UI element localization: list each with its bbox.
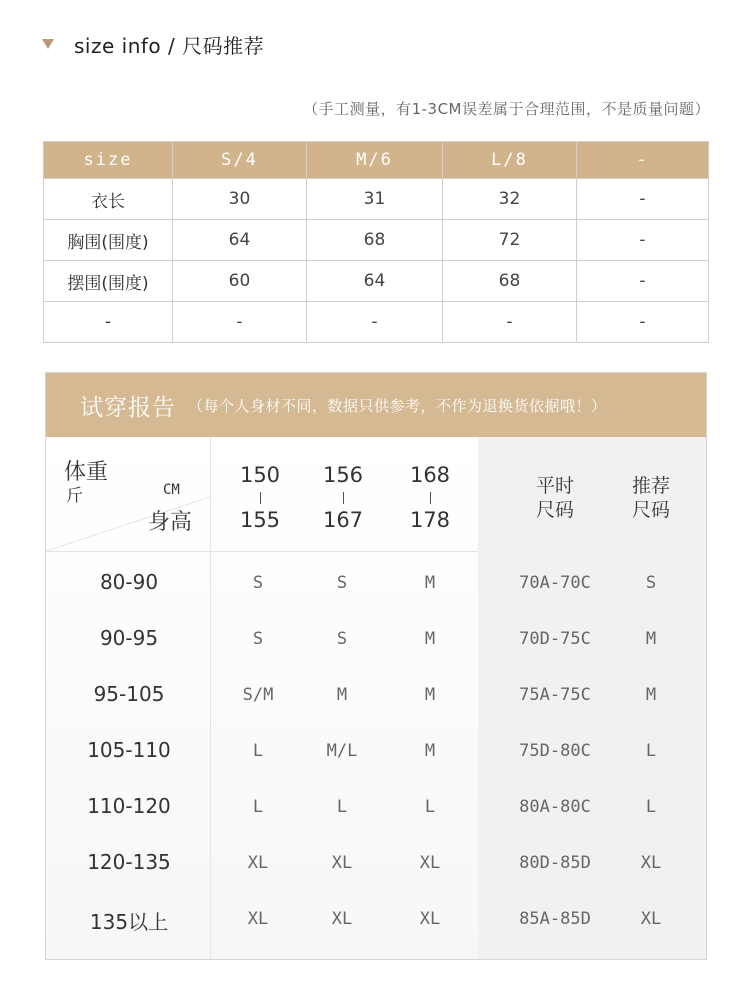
table-row <box>44 261 709 302</box>
section-title: size info / 尺码推荐 <box>74 33 265 58</box>
weight-range-label: 120-135 <box>87 850 171 874</box>
table-cell: 60 <box>173 261 307 302</box>
size-cell: S <box>336 573 348 593</box>
usual-size-cell: 80A-80C <box>519 797 591 817</box>
table-cell: - <box>577 220 709 261</box>
row-label: - <box>44 302 173 343</box>
column-header: L/8 <box>443 142 577 179</box>
row-label: 摆围(围度) <box>44 261 173 302</box>
size-cell: L <box>252 797 264 817</box>
section-header <box>42 30 264 58</box>
recommended-size-cell: S <box>645 573 657 593</box>
height-range-from: 168 <box>409 463 451 487</box>
height-range-header <box>313 465 373 531</box>
usual-size-cell: 75A-75C <box>519 685 591 705</box>
row-label: 胸围(围度) <box>44 220 173 261</box>
weight-unit-label: 斤 <box>66 486 83 506</box>
recommended-size-cell: M <box>645 629 657 649</box>
row-label: 衣长 <box>44 179 173 220</box>
size-cell: L <box>252 741 264 761</box>
size-cell: XL <box>331 909 353 929</box>
range-tick <box>260 492 261 504</box>
header-line: 平时 <box>535 475 574 497</box>
recommended-size-cell: XL <box>640 853 662 873</box>
recommended-size-header <box>621 474 681 522</box>
size-cell: S <box>252 629 264 649</box>
report-body <box>46 437 706 959</box>
recommended-size-cell: L <box>645 741 657 761</box>
recommended-size-cell: M <box>645 685 657 705</box>
recommended-size-cell: XL <box>640 909 662 929</box>
table-cell: 68 <box>443 261 577 302</box>
weight-range-label: 80-90 <box>99 570 159 594</box>
range-tick <box>343 492 344 504</box>
height-range-to: 167 <box>322 508 364 532</box>
usual-size-header <box>525 474 585 522</box>
triangle-down-icon <box>42 39 54 49</box>
table-row <box>44 179 709 220</box>
weight-range-label: 105-110 <box>87 738 171 762</box>
height-unit-label: CM <box>163 482 180 498</box>
table-cell: - <box>307 302 443 343</box>
size-cell: L <box>336 797 348 817</box>
table-cell: 32 <box>443 179 577 220</box>
size-cell: XL <box>331 853 353 873</box>
table-cell: - <box>577 302 709 343</box>
header-line: 推荐 <box>631 475 670 497</box>
table-cell: - <box>577 261 709 302</box>
usual-size-cell: 70A-70C <box>519 573 591 593</box>
weight-range-label: 110-120 <box>87 794 171 818</box>
height-range-from: 156 <box>322 463 364 487</box>
column-header: S/4 <box>173 142 307 179</box>
fitting-report <box>45 372 707 960</box>
report-disclaimer: （每个人身材不同，数据只供参考，不作为退换货依据哦！） <box>188 396 607 415</box>
table-cell: - <box>173 302 307 343</box>
recommended-size-cell: L <box>645 797 657 817</box>
size-cell: M <box>424 629 436 649</box>
weight-range-label: 135以上 <box>89 910 169 934</box>
size-cell: M/L <box>326 741 358 761</box>
report-header <box>46 373 706 437</box>
height-range-header <box>400 465 460 531</box>
size-cell: S <box>336 629 348 649</box>
size-cell: XL <box>247 909 269 929</box>
range-tick <box>430 492 431 504</box>
size-cell: S <box>252 573 264 593</box>
measurement-note: （手工测量，有1-3CM误差属于合理范围，不是质量问题） <box>303 100 710 118</box>
weight-range-label: 95-105 <box>93 682 165 706</box>
height-label: 身高 <box>148 510 193 535</box>
height-range-to: 178 <box>409 508 451 532</box>
usual-size-cell: 80D-85D <box>519 853 591 873</box>
column-header: size <box>44 142 173 179</box>
weight-label: 体重 <box>64 460 109 485</box>
table-cell: - <box>577 179 709 220</box>
column-header: M/6 <box>307 142 443 179</box>
header-line: 尺码 <box>631 499 670 521</box>
size-cell: S/M <box>242 685 274 705</box>
divider <box>210 437 211 959</box>
height-range-from: 150 <box>239 463 281 487</box>
size-cell: XL <box>247 853 269 873</box>
size-measurement-table <box>43 141 709 343</box>
weight-range-label: 90-95 <box>99 626 159 650</box>
usual-size-cell: 75D-80C <box>519 741 591 761</box>
size-cell: M <box>424 741 436 761</box>
table-row <box>44 220 709 261</box>
header-line: 尺码 <box>535 499 574 521</box>
table-cell: 68 <box>307 220 443 261</box>
size-cell: M <box>424 573 436 593</box>
table-cell: 64 <box>173 220 307 261</box>
report-title: 试穿报告 <box>80 394 176 421</box>
table-cell: - <box>443 302 577 343</box>
table-cell: 31 <box>307 179 443 220</box>
usual-size-cell: 70D-75C <box>519 629 591 649</box>
table-row <box>44 302 709 343</box>
table-cell: 64 <box>307 261 443 302</box>
usual-size-cell: 85A-85D <box>519 909 591 929</box>
size-cell: L <box>424 797 436 817</box>
column-header: - <box>577 142 709 179</box>
height-range-header <box>230 465 290 531</box>
size-cell: XL <box>419 853 441 873</box>
size-cell: M <box>336 685 348 705</box>
size-cell: XL <box>419 909 441 929</box>
table-cell: 72 <box>443 220 577 261</box>
divider <box>46 551 478 552</box>
size-cell: M <box>424 685 436 705</box>
height-range-to: 155 <box>239 508 281 532</box>
table-cell: 30 <box>173 179 307 220</box>
table-header-row <box>44 142 709 179</box>
